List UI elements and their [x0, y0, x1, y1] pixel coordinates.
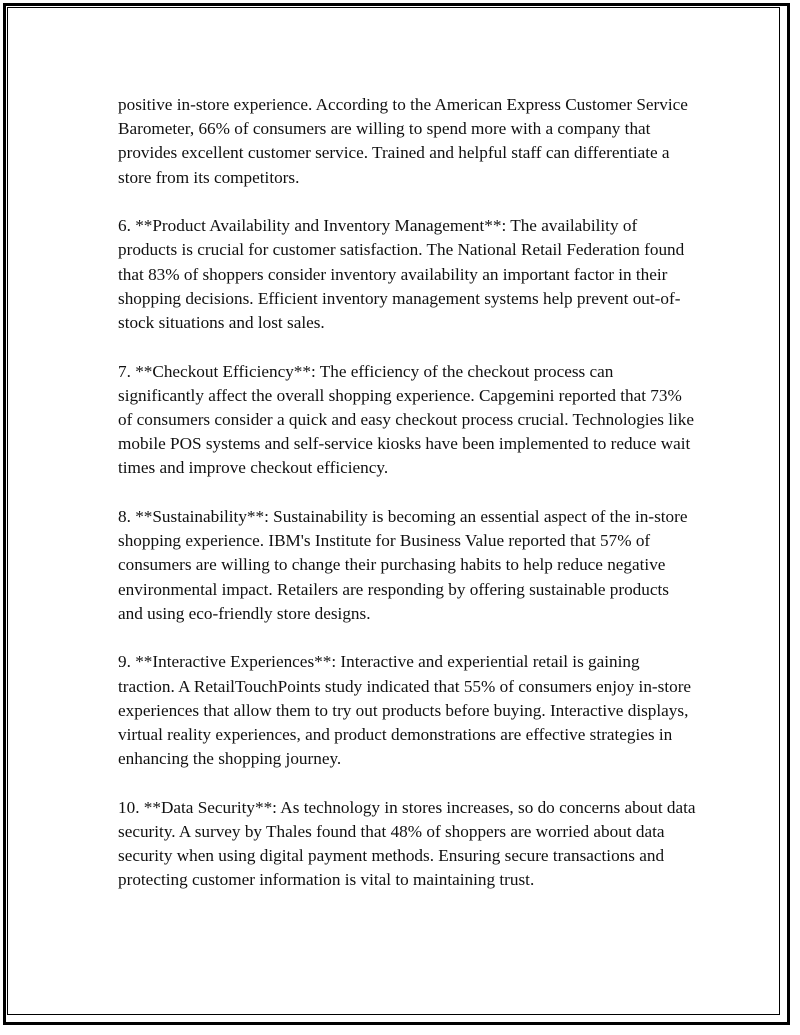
paragraph-customer-service: positive in-store experience. According to the American Express Customer Service Barometer, 66% of consumers are willing to spend more with a company that provides excellent customer service. Trained and helpful staff can differentiate a store from its competitors. — [118, 95, 688, 187]
paragraph-data-security: 10. **Data Security**: As technology in stores increases, so do concerns about data security. A survey by Thales found that 48% of shoppers are worried about data security when using digital payment methods. Ensuring secure transactions and protecting customer information is vital to maintaining trust. — [118, 797, 696, 890]
paragraph-product-availability: 6. **Product Availability and Inventory Management**: The availability of products is crucial for customer satisfaction. The National Retail Federation found that 83% of shoppers consider inventory availability an important factor in their shopping decisions. Efficient inventory management systems help prevent out-of-stock situations and lost sales. — [118, 216, 685, 333]
document-body — [118, 93, 698, 893]
paragraph-checkout-efficiency: 7. **Checkout Efficiency**: The efficiency of the checkout process can significantly affect the overall shopping experience. Capgemini reported that 73% of consumers consider a quick and easy checkout process crucial. Technologies like mobile POS systems and self-service kiosks have been implemented to reduce wait times and improve checkout efficiency. — [118, 361, 694, 478]
paragraph-interactive-experiences: 9. **Interactive Experiences**: Interactive and experiential retail is gaining traction. A RetailTouchPoints study indicated that 55% of consumers enjoy in-store experiences that allow them to try out products before buying. Interactive displays, virtual reality experiences, and product demonstrations are effective strategies in enhancing the shopping journey. — [118, 652, 692, 769]
paragraph-sustainability: 8. **Sustainability**: Sustainability is becoming an essential aspect of the in-store shopping experience. IBM's Institute for Business Value reported that 57% of consumers are willing to change their purchasing habits to help reduce negative environmental impact. Retailers are responding by offering sustainable products and using eco-friendly store designs. — [118, 507, 688, 623]
